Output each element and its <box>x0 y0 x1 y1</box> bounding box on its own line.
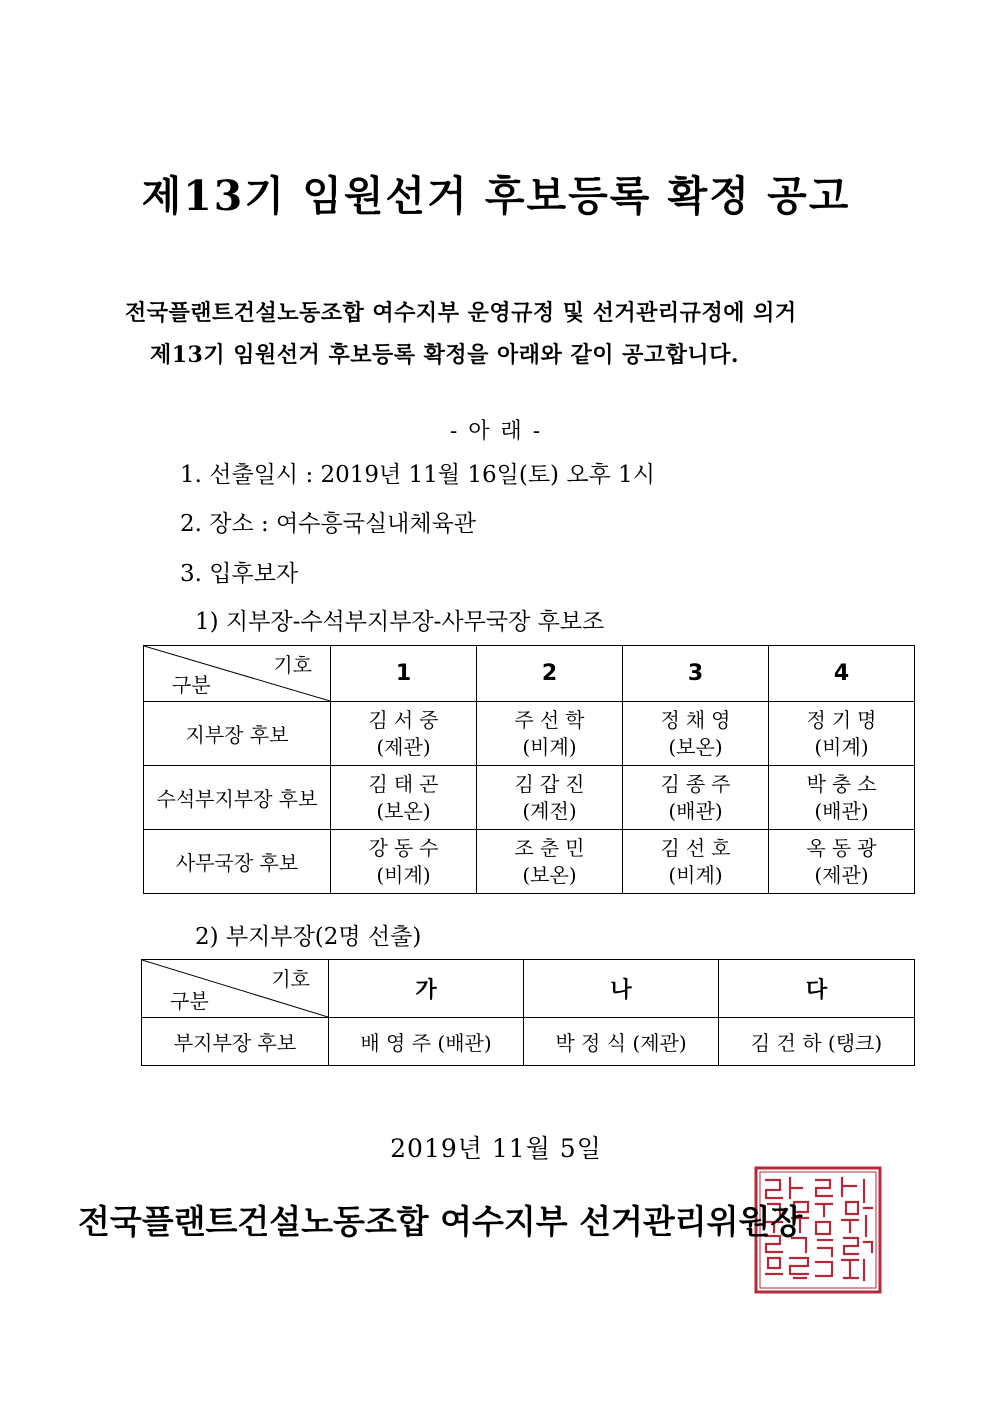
row-label-branch-chief: 지부장 후보 <box>144 702 331 766</box>
table-row <box>142 1018 915 1066</box>
candidate-affiliation: (배관) <box>668 798 723 823</box>
diagonal-header-cell <box>142 960 329 1018</box>
candidate-name: 박충소 <box>806 771 883 796</box>
candidate-affiliation: (비계) <box>668 862 723 887</box>
table-header-row <box>144 646 915 702</box>
item-location: 2. 장소 : 여수흥국실내체육관 <box>180 511 477 537</box>
diagonal-header-cell <box>144 646 331 702</box>
header-label-gubun: 구분 <box>172 673 211 697</box>
header-label-giho: 기호 <box>273 653 312 677</box>
candidate-affiliation: (배관) <box>814 798 869 823</box>
row-label-vice-chief: 부지부장 후보 <box>142 1018 329 1066</box>
candidate-name: 김선호 <box>660 835 737 860</box>
candidate-affiliation: (비계) <box>814 734 869 759</box>
candidate-cell: 박 정 식 (제관) <box>524 1018 719 1066</box>
candidate-cell <box>477 830 623 894</box>
organization-signature: 전국플랜트건설노동조합 여수지부 선거관리위원장 <box>78 1202 803 1241</box>
candidate-name: 강동수 <box>368 835 445 860</box>
intro-line-2: 제13기 임원선거 후보등록 확정을 아래와 같이 공고합니다. <box>150 342 740 368</box>
candidate-name: 정채영 <box>660 707 737 732</box>
item-election-datetime: 1. 선출일시 : 2019년 11월 16일(토) 오후 1시 <box>180 462 655 488</box>
column-number-1: 1 <box>331 646 477 702</box>
candidate-name: 옥동광 <box>806 835 883 860</box>
candidate-name: 김서중 <box>368 707 445 732</box>
candidate-cell <box>331 830 477 894</box>
candidate-name: 김종주 <box>660 771 737 796</box>
header-label-gubun: 구분 <box>170 989 209 1013</box>
subsection-title-1: 1) 지부장-수석부지부장-사무국장 후보조 <box>195 609 605 635</box>
candidate-affiliation: (비계) <box>376 862 431 887</box>
candidate-affiliation: (제관) <box>814 862 869 887</box>
candidate-name: 정기명 <box>806 707 883 732</box>
candidate-cell <box>331 766 477 830</box>
row-label-senior-vice-chief: 수석부지부장 후보 <box>144 766 331 830</box>
candidate-cell <box>769 702 915 766</box>
header-label-giho: 기호 <box>271 967 310 991</box>
candidate-affiliation: (보온) <box>668 734 723 759</box>
table-row <box>144 766 915 830</box>
candidate-cell <box>623 702 769 766</box>
candidate-cell <box>331 702 477 766</box>
candidate-cell <box>769 830 915 894</box>
intro-line-1: 전국플랜트건설노동조합 여수지부 운영규정 및 선거관리규정에 의거 <box>125 300 797 326</box>
section-heading-arae: - 아 래 - <box>449 419 543 444</box>
candidate-affiliation: (비계) <box>522 734 577 759</box>
candidate-name: 조춘민 <box>514 835 591 860</box>
column-number-2: 2 <box>477 646 623 702</box>
subsection-title-2: 2) 부지부장(2명 선출) <box>195 924 422 950</box>
candidates-table-2 <box>141 959 915 1066</box>
candidate-cell <box>477 702 623 766</box>
column-symbol-na: 나 <box>524 960 719 1018</box>
candidate-cell <box>623 830 769 894</box>
candidate-name: 주선학 <box>514 707 591 732</box>
candidate-affiliation: (계전) <box>522 798 577 823</box>
column-symbol-da: 다 <box>719 960 915 1018</box>
announcement-date: 2019년 11월 5일 <box>390 1134 602 1163</box>
column-number-4: 4 <box>769 646 915 702</box>
page-title: 제13기 임원선거 후보등록 확정 공고 <box>141 172 851 220</box>
candidate-cell: 배 영 주 (배관) <box>329 1018 524 1066</box>
candidate-affiliation: (제관) <box>376 734 431 759</box>
candidate-name: 김태곤 <box>368 771 445 796</box>
item-candidates: 3. 입후보자 <box>180 561 299 587</box>
candidate-cell <box>623 766 769 830</box>
candidate-name: 김갑진 <box>514 771 591 796</box>
table-row <box>144 702 915 766</box>
candidate-cell <box>769 766 915 830</box>
candidate-cell <box>477 766 623 830</box>
column-symbol-ga: 가 <box>329 960 524 1018</box>
candidate-cell: 김 건 하 (탱크) <box>719 1018 915 1066</box>
candidate-affiliation: (보온) <box>376 798 431 823</box>
table-row <box>144 830 915 894</box>
candidates-table-1 <box>143 645 915 894</box>
table-header-row <box>142 960 915 1018</box>
column-number-3: 3 <box>623 646 769 702</box>
candidate-affiliation: (보온) <box>522 862 577 887</box>
row-label-secretary-general: 사무국장 후보 <box>144 830 331 894</box>
